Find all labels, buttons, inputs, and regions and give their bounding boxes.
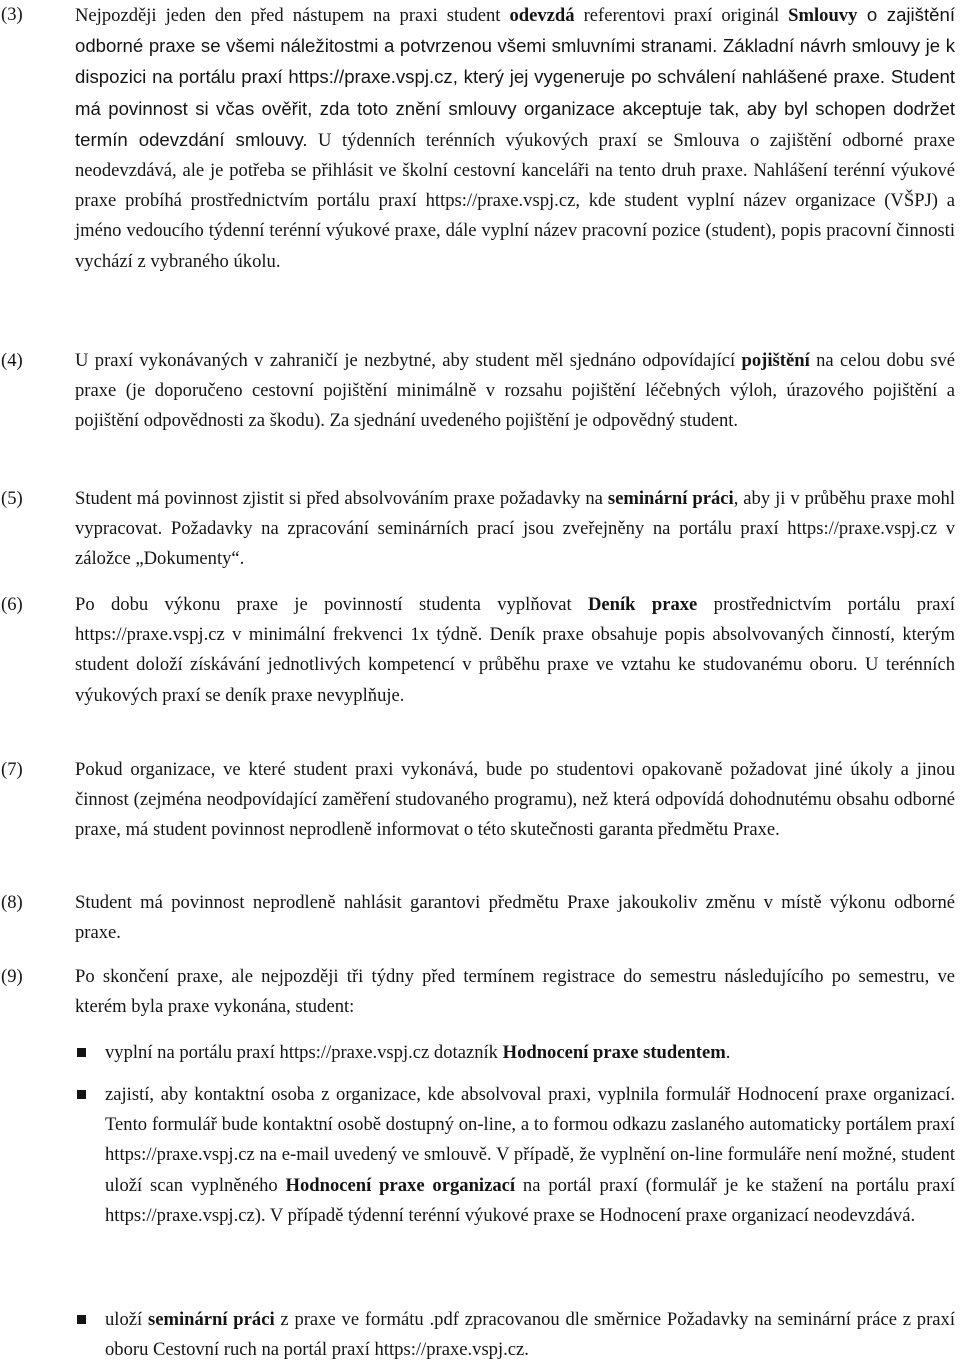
paragraph-text: Student má povinnost zjistit si před absolvováním praxe požadavky na seminární práci, aby ji v průběhu praxe mohl vypracovat. Požadavky na zpracování seminárních prací jsou zveřejněny na portálu praxí https://praxe.vspj.cz v záložce „Dokumenty“.: [75, 488, 955, 570]
paragraph-text: Po dobu výkonu praxe je povinností studenta vyplňovat Deník praxe prostřednictvím portálu praxí https://praxe.vspj.cz v minimální frekvenci 1x týdně. Deník praxe obsahuje popis absolvovaných činností, kterým student doloží získávání jednotlivých kompetencí v průběhu praxe ve vztahu ke studovanému oboru. U terénních výukových praxí se deník praxe nevyplňuje.: [75, 594, 955, 706]
paragraph-number: (3): [1, 4, 23, 25]
paragraph-number: (9): [1, 966, 23, 987]
paragraph-text: Student má povinnost neprodleně nahlásit garantovi předmětu Praxe jakoukoliv změnu v místě výkonu odborné praxe.: [75, 892, 955, 944]
bullet-text: vyplní na portálu praxí https://praxe.vspj.cz dotazník Hodnocení praxe studentem.: [105, 1042, 731, 1063]
paragraph-number: (7): [1, 759, 23, 780]
square-bullet-icon: [77, 1315, 86, 1324]
paragraph-text: Pokud organizace, ve které student praxi vykonává, bude po studentovi opakovaně požadovat jiné úkoly a jinou činnost (zejména neodpovídající zaměření studovaného programu), než která odpovídá dohodnutému obsahu odborné praxe, má student povinnost neprodleně informovat o této skutečnosti garanta předmětu Praxe.: [75, 759, 955, 841]
square-bullet-icon: [77, 1048, 86, 1057]
paragraph-text: Po skončení praxe, ale nejpozději tři týdny před termínem registrace do semestru následujícího po semestru, ve kterém byla praxe vykonána, student:: [75, 966, 955, 1018]
bullet-text: zajistí, aby kontaktní osoba z organizace, kde absolvoval praxi, vyplnila formulář Hodnocení praxe organizací. Tento formulář bude kontaktní osobě dostupný on-line, a to formou odkazu zaslaného automaticky portálem praxí https://praxe.vspj.cz na e-mail uvedený ve smlouvě. V případě, že vyplnění on-line formuláře není možné, student uloží scan vyplněného Hodnocení praxe organizací na portál praxí (formulář je ke stažení na portálu praxí https://praxe.vspj.cz). V případě týdenní terénní výukové praxe se Hodnocení praxe organizací neodevzdává.: [105, 1084, 955, 1226]
square-bullet-icon: [77, 1090, 86, 1099]
paragraph-number: (8): [1, 892, 23, 913]
paragraph-text: U praxí vykonávaných v zahraničí je nezbytné, aby student měl sjednáno odpovídající pojištění na celou dobu své praxe (je doporučeno cestovní pojištění minimálně v rozsahu pojištění léčebných výloh, úrazového pojištění a pojištění odpovědnosti za škodu). Za sjednání uvedeného pojištění je odpovědný student.: [75, 350, 955, 432]
paragraph-number: (4): [1, 350, 23, 371]
paragraph-text: Nejpozději jeden den před nástupem na praxi student odevzdá referentovi praxí originál Smlouvy o zajištění odborné praxe se všemi náležitostmi a potvrzenou všemi smluvními stranami. Základní návrh smlouvy je k dispozici na portálu praxí https://praxe.vspj.cz, který jej vygeneruje po schválení nahlášené praxe. Student má povinnost si včas ověřit, zda toto znění smlouvy organizace akceptuje tak, aby byl schopen dodržet termín odevzdání smlouvy. U týdenních terénních výukových praxí se Smlouva o zajištění odborné praxe neodevzdává, ale je potřeba se přihlásit ve školní cestovní kanceláři na tento druh praxe. Nahlášení terénní výukové praxe probíhá prostřednictvím portálu praxí https://praxe.vspj.cz, kde student vyplní název organizace (VŠPJ) a jméno vedoucího týdenní terénní výukové praxe, dále vyplní název pracovní pozice (student), popis pracovní činnosti vychází z vybraného úkolu.: [75, 4, 956, 272]
bullet-text: uloží seminární práci z praxe ve formátu .pdf zpracovanou dle směrnice Požadavky na seminární práce z praxí oboru Cestovní ruch na portál praxí https://praxe.vspj.cz.: [105, 1309, 956, 1361]
paragraph-number: (5): [1, 488, 23, 509]
paragraph-number: (6): [1, 594, 23, 615]
